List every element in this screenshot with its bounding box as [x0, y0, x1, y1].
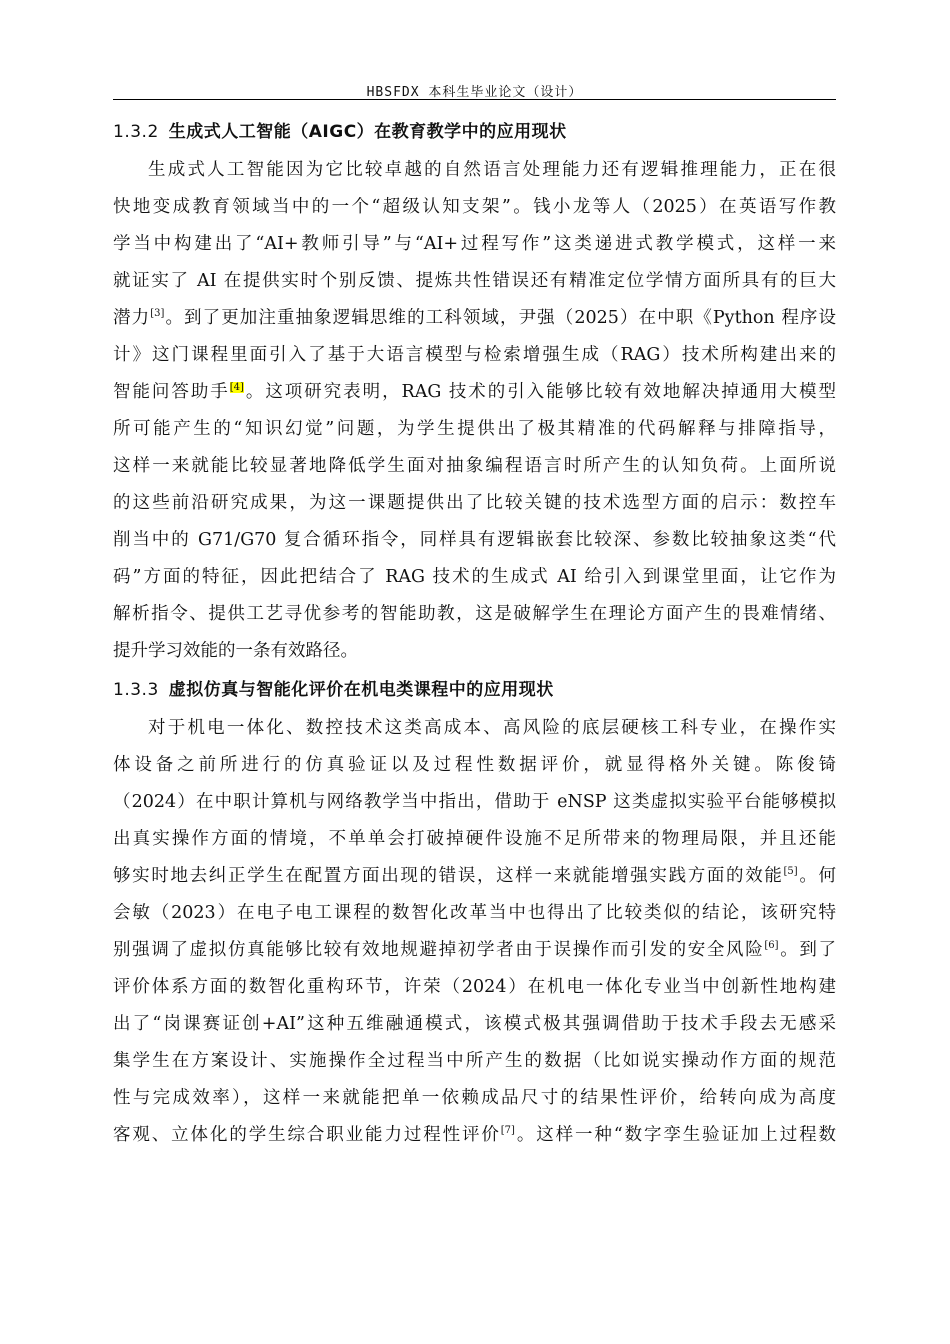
text-fragment: 潜力 — [113, 308, 151, 328]
text-line: 生成式人工智能因为它比较卓越的自然语言处理能力还有逻辑推理能力，正在很 — [148, 160, 836, 180]
text-line: 体设备之前所进行的仿真验证以及过程性数据评价，就显得格外关键。陈俊锜 — [113, 755, 836, 775]
text-line: 计》这门课程里面引入了基于大语言模型与检索增强生成（RAG）技术所构建出来的 — [113, 345, 836, 365]
text-line: 对于机电一体化、数控技术这类高成本、高风险的底层硬核工科专业，在操作实 — [148, 718, 836, 738]
text-fragment: 。这样一种“数字孪生验证加上过程数 — [514, 1125, 837, 1145]
citation-ref-4-highlighted: [4] — [229, 382, 244, 393]
text-line: 集学生在方案设计、实施操作全过程当中所产生的数据（比如说实操动作方面的规范 — [113, 1051, 836, 1071]
text-line — [113, 300, 836, 337]
text-line: 性与完成效率），这样一来就能把单一依赖成品尺寸的结果性评价，给转向成为高度 — [113, 1088, 836, 1108]
text-line: 会敏（2023）在电子电工课程的数智化改革当中也得出了比较类似的结论，该研究特 — [113, 903, 836, 923]
text-line: 出真实操作方面的情境，不单单会打破掉硬件设施不足所带来的物理局限，并且还能 — [113, 829, 836, 849]
text-fragment: 别强调了虚拟仿真能够比较有效地规避掉初学者由于误操作而引发的安全风险 — [113, 940, 765, 960]
text-line — [113, 374, 836, 411]
text-fragment: 。到了 — [778, 940, 837, 960]
citation-ref-6: [6] — [764, 940, 779, 951]
text-fragment: 智能问答助手 — [113, 382, 230, 402]
section-number: 1.3.2 — [113, 122, 159, 142]
text-line — [113, 1117, 836, 1154]
paragraph-aigc — [113, 152, 836, 670]
text-fragment: 。这项研究表明，RAG 技术的引入能够比较有效地解决掉通用大模型 — [243, 382, 837, 402]
section-heading-1-3-2 — [113, 112, 836, 152]
page-header: HBSFDX 本科生毕业论文（设计） — [366, 85, 583, 100]
section-title: 生成式人工智能（AIGC）在教育教学中的应用现状 — [168, 122, 567, 142]
text-line: 学当中构建出了“AI+教师引导”与“AI+过程写作”这类递进式教学模式，这样一来 — [113, 234, 836, 254]
citation-ref-5: [5] — [783, 866, 798, 877]
citation-ref-3: [3] — [150, 308, 165, 319]
text-line — [113, 858, 836, 895]
text-line: 码”方面的特征，因此把结合了 RAG 技术的生成式 AI 给引入到课堂里面，让它作为 — [113, 567, 836, 587]
text-line: 快地变成教育领域当中的一个“超级认知支架”。钱小龙等人（2025）在英语写作教 — [113, 197, 836, 217]
section-number: 1.3.3 — [113, 680, 159, 700]
text-line: 的这些前沿研究成果，为这一课题提供出了比较关键的技术选型方面的启示：数控车 — [113, 493, 836, 513]
text-line: 所可能产生的“知识幻觉”问题，为学生提供出了极其精准的代码解释与排障指导， — [113, 419, 836, 439]
text-line: 出了“岗课赛证创+AI”这种五维融通模式，该模式极其强调借助于技术手段去无感采 — [113, 1014, 836, 1034]
section-heading-1-3-3 — [113, 670, 836, 710]
text-line: 就证实了 AI 在提供实时个别反馈、提炼共性错误还有精准定位学情方面所具有的巨大 — [113, 271, 836, 291]
text-fragment: 。何 — [797, 866, 837, 886]
text-line: 评价体系方面的数智化重构环节，许荣（2024）在机电一体化专业当中创新性地构建 — [113, 977, 836, 997]
text-line: （2024）在中职计算机与网络教学当中指出，借助于 eNSP 这类虚拟实验平台能够模拟 — [113, 792, 836, 812]
text-line: 解析指令、提供工艺寻优参考的智能助教，这是破解学生在理论方面产生的畏难情绪、 — [113, 604, 836, 624]
document-body — [113, 112, 836, 1154]
text-line: 提升学习效能的一条有效路径。 — [113, 641, 358, 661]
text-line — [113, 932, 836, 969]
text-fragment: 客观、立体化的学生综合职业能力过程性评价 — [113, 1125, 501, 1145]
text-fragment: 。到了更加注重抽象逻辑思维的工科领域，尹强（2025）在中职《Python 程序设 — [164, 308, 837, 328]
citation-ref-7: [7] — [500, 1125, 515, 1136]
header-divider — [113, 99, 836, 100]
text-line: 削当中的 G71/G70 复合循环指令，同样具有逻辑嵌套比较深、参数比较抽象这类“代 — [113, 530, 836, 550]
text-fragment: 够实时地去纠正学生在配置方面出现的错误，这样一来就能增强实践方面的效能 — [113, 866, 784, 886]
text-line: 这样一来就能比较显著地降低学生面对抽象编程语言时所产生的认知负荷。上面所说 — [113, 456, 836, 476]
paragraph-simulation — [113, 710, 836, 1154]
section-title: 虚拟仿真与智能化评价在机电类课程中的应用现状 — [168, 680, 554, 700]
